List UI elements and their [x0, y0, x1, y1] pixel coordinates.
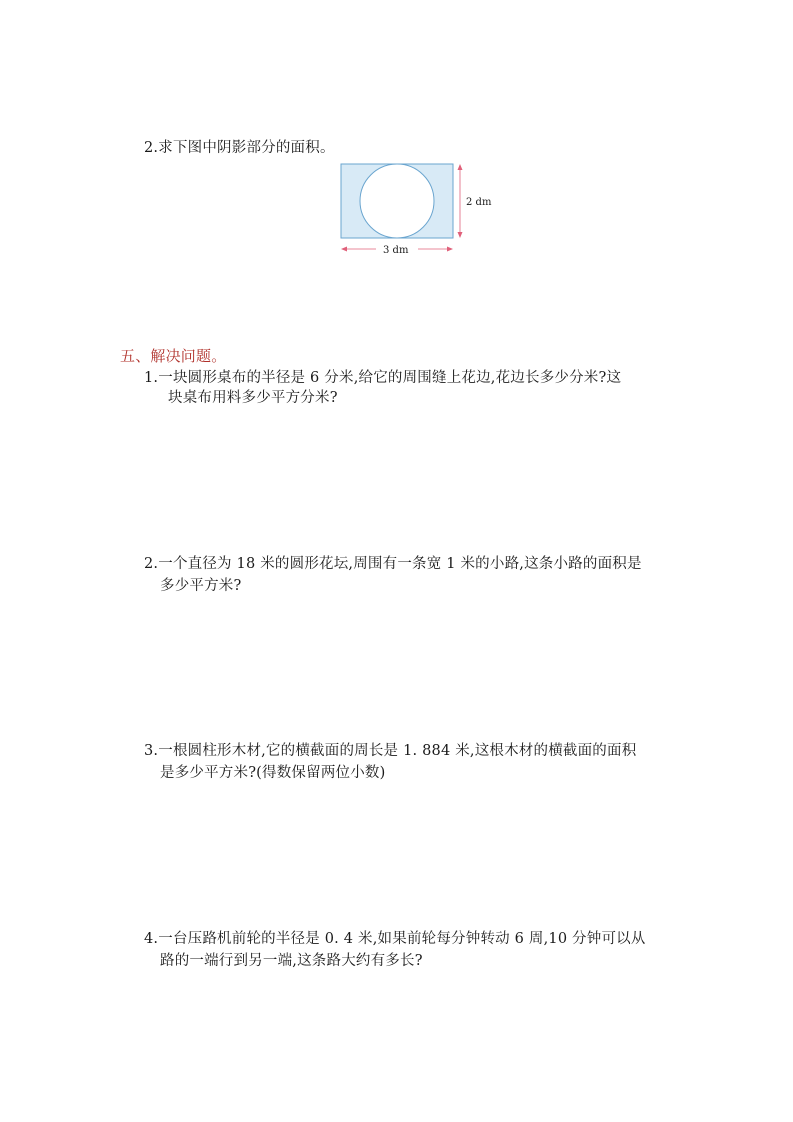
height-arrow-top — [458, 164, 463, 170]
shaded-area-figure — [336, 160, 492, 260]
height-label: 2 dm — [466, 197, 492, 208]
figure-svg — [336, 160, 492, 260]
question-5-1-line1 — [144, 369, 621, 387]
question-text: 一根圆柱形木材,它的横截面的周长是 1. 884 米,这根木材的横截面的面积 — [158, 743, 637, 759]
width-label: 3 dm — [383, 245, 409, 256]
question-number: 2. — [144, 556, 159, 572]
question-5-4-line2: 路的一端行到另一端,这条路大约有多长? — [160, 953, 423, 969]
question-number: 4. — [144, 931, 159, 947]
width-arrow-left — [341, 247, 347, 252]
question-text: 求下图中阴影部分的面积。 — [158, 140, 335, 156]
height-arrow-bottom — [458, 232, 463, 238]
width-arrow-right — [447, 247, 453, 252]
question-number: 3. — [144, 743, 159, 759]
white-circle — [360, 164, 434, 238]
question-text: 一块圆形桌布的半径是 6 分米,给它的周围缝上花边,花边长多少分米?这 — [158, 370, 622, 386]
question-number: 1. — [144, 370, 159, 386]
question-text: 一个直径为 18 米的圆形花坛,周围有一条宽 1 米的小路,这条小路的面积是 — [158, 556, 642, 572]
question-5-3-line2: 是多少平方米?(得数保留两位小数) — [160, 765, 386, 781]
section-title: 五、解决问题。 — [120, 347, 227, 365]
question-5-1-line2: 块桌布用料多少平方分米? — [168, 390, 338, 406]
question-4-2 — [144, 139, 335, 157]
question-5-3-line1 — [144, 742, 636, 760]
question-number: 2. — [144, 140, 159, 156]
question-text: 一台压路机前轮的半径是 0. 4 米,如果前轮每分钟转动 6 周,10 分钟可以从 — [158, 931, 646, 947]
question-5-2-line1 — [144, 555, 642, 573]
question-5-2-line2: 多少平方米? — [160, 578, 242, 594]
question-5-4-line1 — [144, 930, 646, 948]
